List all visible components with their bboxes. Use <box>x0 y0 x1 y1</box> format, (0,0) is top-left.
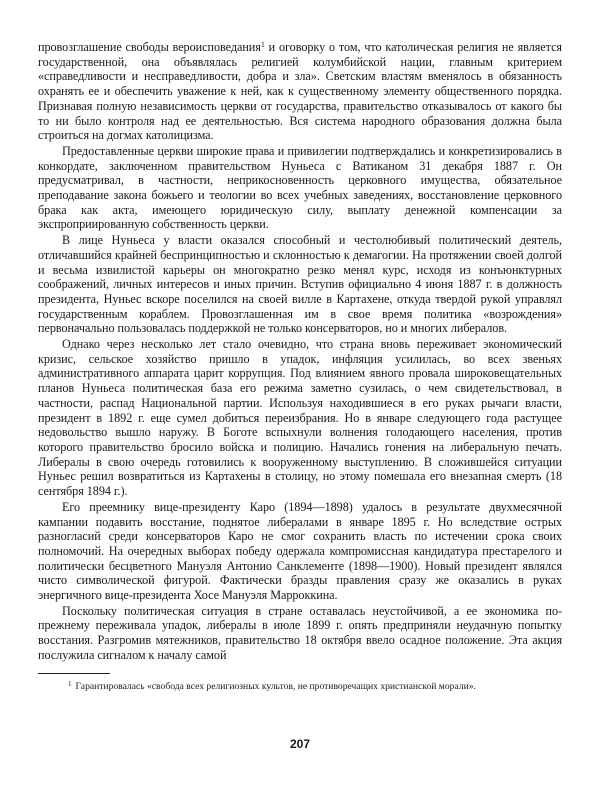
footnote-divider <box>38 673 110 674</box>
page-number: 207 <box>289 737 311 751</box>
paragraph-1-text-end: и оговорку о том, что католическая религия не является государственной, она объявлялась религией колумбийской нации, главным критерием «справедливости и несправедливости, добра и зла». Светским властям вменялось в обязанность охранять ее и обеспечить уважение к ней, как к существенному элементу общественного порядка. Признавая полную независимость церкви от государства, правительство отказывалось от какого бы то ни было контроля над ее деятельностью. Вся система народного образования должна была строиться на догмах католицизма. <box>38 40 562 143</box>
paragraph-4: Однако через несколько лет стало очевидно, что страна вновь переживает экономический кризис, сельское хозяйство пришло в упадок, инфляция усилилась, во всех звеньях административного аппарата царит коррупция. Под влиянием явного провала широковещательных планов Нуньеса политическая база его режима заметно сузилась, о чем свидетельствовал, в частности, распад Национальной партии. Используя находившиеся в его руках рычаги власти, президент в 1892 г. еще сумел добиться переизбрания. Но в январе следующего года растущее недовольство вышло наружу. В Боготе вспыхнули волнения голодающего населения, против которого правительство бросило войска и полицию. Начались гонения на либеральную печать. Либералы в свою очередь готовились к вооруженному выступлению. В сложившейся ситуации Нуньес решил возвратиться из Картахены в столицу, но этому помешала его внезапная смерть (18 сентября 1894 г.). <box>38 337 562 499</box>
footnote <box>38 678 562 693</box>
footnote-text: Гарантировалась «свобода всех религиозных культов, не противоречащих христианской морали». <box>75 680 476 692</box>
paragraph-1 <box>38 40 562 143</box>
page-body <box>38 40 562 693</box>
paragraph-5: Его преемнику вице-президенту Каро (1894—1898) удалось в результате двухмесячной кампании подавить восстание, поднятое либералами в январе 1895 г. Но вследствие острых разногласий среди консерваторов Каро не смог сохранить власть по истечении срока своих полномочий. На очередных выборах победу одержала компромиссная кандидатура престарелого и политически бесцветного Мануэля Антонио Санклементе (1898—1900). Новый президент являлся чисто символической фигурой. Фактически бразды правления сразу же оказались в руках энергичного вице-президента Хосе Мануэля Марроккина. <box>38 499 562 603</box>
footnote-reference-mark: 1 <box>260 40 265 49</box>
paragraph-6: Поскольку политическая ситуация в стране оставалась неустойчивой, а ее экономика по-прежнему переживала упадок, либералы в июле 1899 г. опять предприняли неудачную попытку восстания. Разгромив мятежников, правительство 18 октября ввело осадное положение. Эта акция послужила сигналом к началу самой <box>38 603 562 662</box>
paragraph-1-text-start: провозглашение свободы вероисповедания <box>38 40 261 54</box>
paragraph-3: В лице Нуньеса у власти оказался способный и честолюбивый политический деятель, отличавшийся крайней беспринципностью и склонностью к демагогии. На протяжении своей долгой и весьма извилистой карьеры он многократно резко менял курс, исходя из конъюнктурных соображений, личных интересов и иных причин. Вступив официально 4 июня 1887 г. в должность президента, Нуньес вскоре поселился на своей вилле в Картахене, откуда твердой рукой управлял государственным кораблем. Провозглашенная им в свое время политика «возрождения» первоначально пользовалась поддержкой не только консерваторов, но и многих либералов. <box>38 233 562 336</box>
footnote-number: 1 <box>68 679 72 688</box>
paragraph-2: Предоставленные церкви широкие права и привилегии подтверждались и конкретизировались в конкордате, заключенном правительством Нуньеса с Ватиканом 31 декабря 1887 г. Он предусматривал, в частности, неприкосновенность церковного имущества, обязательное преподавание закона божьего и теологии во всех учебных заведениях, восстановление церковного брака как акта, имеющего юридическую силу, выплату денежной компенсации за экспроприированную собственность церкви. <box>38 143 562 232</box>
